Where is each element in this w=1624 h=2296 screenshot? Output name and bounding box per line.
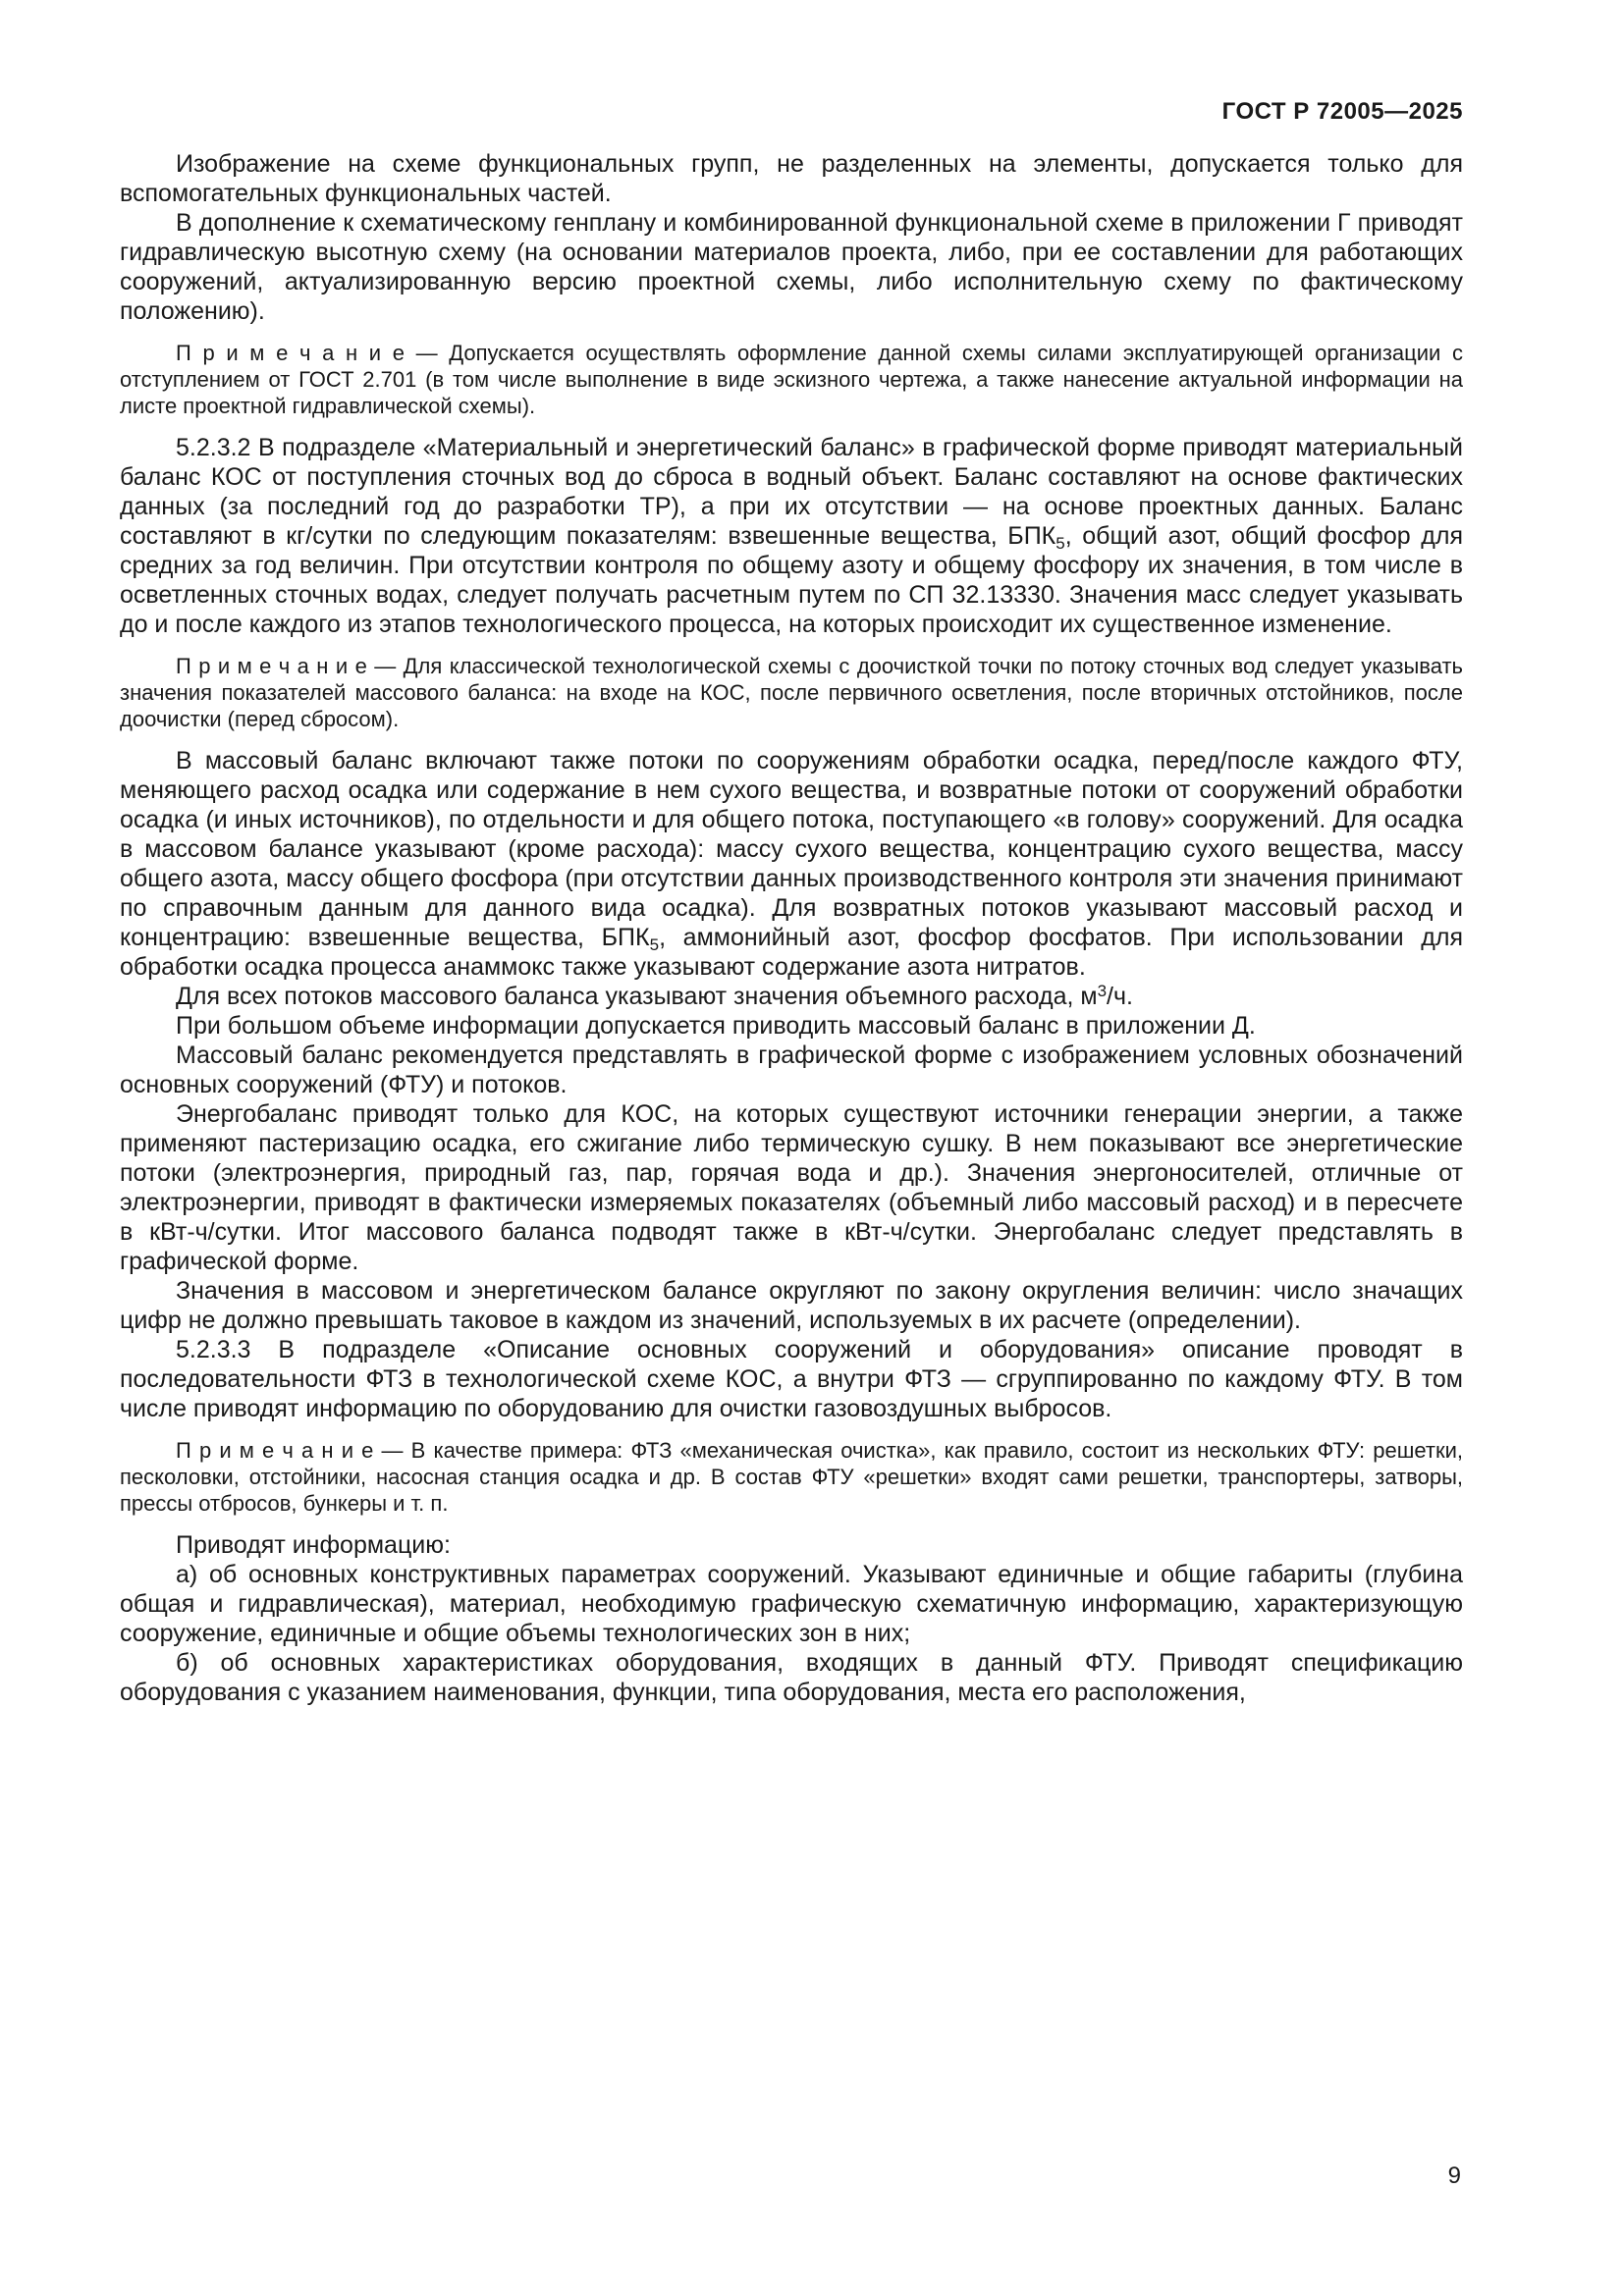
superscript: 3 [1097,982,1108,1001]
body-paragraph: В дополнение к схематическому генплану и комбинированной функциональной схеме в приложении Г приводят гидравлическую высотную схему (на основании материалов проекта, либо, при ее составлении для работающих сооружений, актуализированную версию проектной схемы, либо исполнительную схему по фактическому положению). [120,209,1463,325]
body-paragraph: Приводят информацию: [176,1531,451,1559]
body-paragraph: Энергобаланс приводят только для КОС, на которых существуют источники генерации энергии, а также применяют пастеризацию осадка, его сжигание либо термическую сушку. В нем показывают все энергетические потоки (электроэнергия, природный газ, пар, горячая вода и др.). Значения энергоносителей, отличные от электроэнергии, приводят в фактически измеряемых показателях (объемный либо массовый расход) и в пересчете в кВт-ч/сутки. Итог массового баланса подводят также в кВт-ч/сутки. Энергобаланс следует представлять в графической форме. [120,1100,1463,1275]
note-paragraph: П р и м е ч а н и е — Допускается осуществлять оформление данной схемы силами эксплуатирующей организации с отступлением от ГОСТ 2.701 (в том числе выполнение в виде эскизного чертежа, а также нанесение актуальной информации на листе проектной гидравлической схемы). [120,341,1463,418]
body-paragraph: Для всех потоков массового баланса указывают значения объемного расхода, $м^3/ч$. [176,982,1133,1010]
note-paragraph: П р и м е ч а н и е — В качестве примера: ФТЗ «механическая очистка», как правило, состоит из нескольких ФТУ: решетки, песколовки, отстойники, насосная станция осадка и др. В состав ФТУ «решетки» входят сами решетки, транспортеры, затворы, прессы отбросов, бункеры и т. п. [120,1438,1463,1516]
page-number: 9 [1447,2163,1461,2189]
note-paragraph: П р и м е ч а н и е — Для классической технологической схемы с доочисткой точки по потоку сточных вод следует указывать значения показателей массового баланса: на входе на КОС, после первичного осветления, после вторичных отстойников, после доочистки (перед сбросом). [120,654,1463,731]
body-paragraph: б) об основных характеристиках оборудования, входящих в данный ФТУ. Приводят спецификацию оборудования с указанием наименования, функции, типа оборудования, места его расположения, [120,1649,1463,1706]
document-body [120,149,1463,1707]
body-paragraph: При большом объеме информации допускается приводить массовый баланс в приложении Д. [176,1012,1256,1040]
document-content [120,98,1463,1707]
document-code: ГОСТ Р 72005—2025 [1221,98,1463,125]
subscript: 5 [1056,533,1065,553]
body-paragraph: Массовый баланс рекомендуется представлять в графической форме с изображением условных обозначений основных сооружений (ФТУ) и потоков. [120,1041,1463,1098]
subscript: 5 [649,934,660,954]
body-paragraph: 5.2.3.3 В подразделе «Описание основных сооружений и оборудования» описание проводят в последовательности ФТЗ в технологической схеме КОС, а внутри ФТЗ — сгруппированно по каждому ФТУ. В том числе приводят информацию по оборудованию для очистки газовоздушных выбросов. [120,1336,1463,1422]
body-paragraph: а) об основных конструктивных параметрах сооружений. Указывают единичные и общие габариты (глубина общая и гидравлическая), материал, необходимую графическую схематичную информацию, характеризующую сооружение, единичные и общие объемы технологических зон в них; [120,1561,1463,1647]
body-paragraph: Значения в массовом и энергетическом балансе округляют по закону округления величин: число значащих цифр не должно превышать таковое в каждом из значений, используемых в их расчете (определении). [120,1277,1463,1334]
body-paragraph: Изображение на схеме функциональных групп, не разделенных на элементы, допускается только для вспомогательных функциональных частей. [120,150,1463,207]
body-paragraph: 5.2.3.2 В подразделе «Материальный и энергетический баланс» в графической форме приводят материальный баланс КОС от поступления сточных вод до сброса в водный объект. Баланс составляют на основе фактических данных (за последний год до разработки ТР), а при их отсутствии — на основе проектных данных. Баланс составляют в кг/сутки по следующим показателям: взвешенные вещества, $БПК_5$, общий азот, общий фосфор для средних за год величин. При отсутствии контроля по общему азоту и общему фосфору их значения, в том числе в осветленных сточных водах, следует получать расчетным путем по СП 32.13330. Значения масс следует указывать до и после каждого из этапов технологического процесса, на которых происходит их существенное изменение. [120,434,1463,638]
body-paragraph: В массовый баланс включают также потоки по сооружениям обработки осадка, перед/после каждого ФТУ, меняющего расход осадка или содержание в нем сухого вещества, и возвратные потоки от сооружений обработки осадка (и иных источников), по отдельности и для общего потока, поступающего «в голову» сооружений. Для осадка в массовом балансе указывают (кроме расхода): массу сухого вещества, концентрацию сухого вещества, массу общего азота, массу общего фосфора (при отсутствии данных производственного контроля эти значения принимают по справочным данным для данного вида осадка). Для возвратных потоков указывают массовый расход и концентрацию: взвешенные вещества, $БПК_5$, аммонийный азот, фосфор фосфатов. При использовании для обработки осадка процесса анаммокс также указывают содержание азота нитратов. [120,747,1463,981]
